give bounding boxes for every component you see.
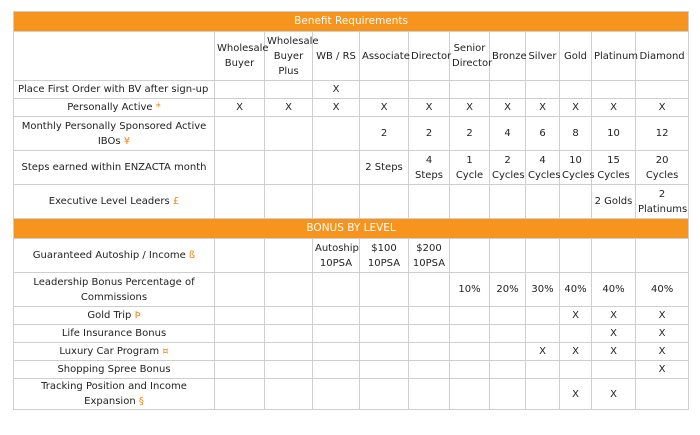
table-cell: [360, 81, 409, 99]
column-header: Director: [409, 32, 450, 81]
table-cell: X: [636, 325, 689, 343]
table-cell: [265, 307, 313, 325]
table-cell: [450, 185, 490, 219]
table-cell: [490, 239, 526, 273]
row-label: [14, 325, 215, 343]
row-label-text: Monthly Personally Sponsored Active IBOs: [21, 120, 207, 147]
table-cell: [490, 361, 526, 379]
table-cell: [526, 361, 560, 379]
table-row: [14, 185, 689, 219]
table-cell: X: [636, 99, 689, 117]
table-cell: [215, 325, 265, 343]
table-cell: X: [360, 99, 409, 117]
table-cell: [215, 81, 265, 99]
row-label: [14, 151, 215, 185]
table-cell: [450, 81, 490, 99]
table-cell: [265, 151, 313, 185]
table-row: [14, 151, 689, 185]
table-cell: X: [560, 379, 592, 410]
row-label-text: Steps earned within ENZACTA month: [21, 162, 207, 173]
table-cell: [265, 361, 313, 379]
table-cell: [636, 81, 689, 99]
table-row: [14, 343, 689, 361]
benefit-requirements-table: [13, 11, 689, 410]
table-cell: [265, 117, 313, 151]
table-cell: X: [560, 99, 592, 117]
row-label: [14, 343, 215, 361]
table-cell: [360, 185, 409, 219]
table-cell: X: [636, 307, 689, 325]
table-cell: 40%: [560, 273, 592, 307]
column-header: Bronze: [490, 32, 526, 81]
table-cell: [636, 379, 689, 410]
table-cell: [592, 361, 636, 379]
header-corner-cell: [14, 32, 215, 81]
table-cell: [313, 343, 360, 361]
table-cell: [409, 343, 450, 361]
table-cell: [490, 325, 526, 343]
table-cell: 40%: [592, 273, 636, 307]
table-cell: X: [592, 343, 636, 361]
table-cell: 15 Cycles: [592, 151, 636, 185]
table-cell: 2 Steps: [360, 151, 409, 185]
column-header: Wholesale Buyer: [215, 32, 265, 81]
bonus-by-level-title: BONUS BY LEVEL: [14, 219, 689, 239]
table-cell: X: [409, 99, 450, 117]
table-cell: 10: [592, 117, 636, 151]
footnote-symbol: Þ: [134, 310, 141, 321]
table-cell: [215, 379, 265, 410]
table-cell: [490, 379, 526, 410]
level-header-row: [14, 32, 689, 81]
column-header: Gold: [560, 32, 592, 81]
table-cell: [360, 361, 409, 379]
table-cell: X: [450, 99, 490, 117]
footnote-symbol: ¤: [162, 346, 169, 357]
table-row: [14, 117, 689, 151]
table-row: [14, 361, 689, 379]
table-cell: [360, 379, 409, 410]
table-cell: 6: [526, 117, 560, 151]
table-cell: [592, 81, 636, 99]
column-header: Silver: [526, 32, 560, 81]
table-cell: [490, 185, 526, 219]
row-label: [14, 81, 215, 99]
table-cell: 1 Cycle: [450, 151, 490, 185]
table-cell: [265, 343, 313, 361]
table-cell: [215, 151, 265, 185]
table-cell: [409, 185, 450, 219]
table-cell: [450, 361, 490, 379]
table-cell: 4 Steps: [409, 151, 450, 185]
footnote-symbol: ¥: [123, 135, 131, 147]
row-label-text: Leadership Bonus Percentage of Commissions: [33, 276, 195, 303]
table-cell: 30%: [526, 273, 560, 307]
table-cell: [450, 343, 490, 361]
footnote-symbol: §: [138, 396, 144, 407]
row-label-text: Personally Active: [67, 102, 153, 113]
benefit-requirements-title-row: [14, 12, 689, 32]
column-header: Wholesale Buyer Plus: [265, 32, 313, 81]
table-cell: [490, 343, 526, 361]
row-label: [14, 361, 215, 379]
table-cell: [526, 81, 560, 99]
table-cell: [313, 117, 360, 151]
table-body: [14, 12, 689, 410]
table-cell: 20 Cycles: [636, 151, 689, 185]
table-cell: [313, 379, 360, 410]
table-cell: X: [636, 361, 689, 379]
table-cell: [409, 379, 450, 410]
table-cell: [409, 307, 450, 325]
table-cell: [215, 117, 265, 151]
table-cell: [313, 273, 360, 307]
table-cell: [313, 185, 360, 219]
table-cell: [313, 361, 360, 379]
table-cell: 2 Golds: [592, 185, 636, 219]
table-cell: [215, 239, 265, 273]
table-row: [14, 239, 689, 273]
table-cell: 10 Cycles: [560, 151, 592, 185]
table-cell: 8: [560, 117, 592, 151]
table-cell: [450, 379, 490, 410]
row-label-text: Luxury Car Program: [59, 346, 160, 357]
table-cell: [450, 307, 490, 325]
table-cell: 2: [409, 117, 450, 151]
row-label-text: Shopping Spree Bonus: [57, 364, 171, 375]
table-cell: 12: [636, 117, 689, 151]
footnote-symbol: ß: [188, 250, 196, 261]
table-cell: [265, 81, 313, 99]
table-cell: X: [526, 99, 560, 117]
benefit-table-container: [13, 11, 688, 410]
table-cell: 4: [490, 117, 526, 151]
table-cell: [409, 361, 450, 379]
table-cell: [450, 325, 490, 343]
row-label-text: Guaranteed Autoship / Income: [32, 250, 186, 261]
row-label: [14, 273, 215, 307]
table-cell: [526, 307, 560, 325]
table-cell: $200 10PSA: [409, 239, 450, 273]
benefit-requirements-title: Benefit Requirements: [14, 12, 689, 32]
table-cell: [490, 81, 526, 99]
table-cell: [592, 239, 636, 273]
table-cell: 2 Platinums: [636, 185, 689, 219]
table-cell: [360, 307, 409, 325]
table-cell: [409, 81, 450, 99]
table-cell: [215, 273, 265, 307]
table-cell: 4 Cycles: [526, 151, 560, 185]
table-cell: 10%: [450, 273, 490, 307]
table-cell: X: [215, 99, 265, 117]
row-label-text: Tracking Position and Income Expansion: [41, 381, 187, 407]
footnote-symbol: *: [155, 102, 161, 113]
table-cell: Autoship 10PSA: [313, 239, 360, 273]
row-label: [14, 379, 215, 410]
bonus-by-level-title-row: [14, 219, 689, 239]
table-cell: X: [313, 99, 360, 117]
table-cell: [409, 273, 450, 307]
row-label-text: Life Insurance Bonus: [61, 328, 167, 339]
row-label: [14, 307, 215, 325]
table-cell: [560, 239, 592, 273]
table-cell: [560, 185, 592, 219]
table-cell: [265, 273, 313, 307]
table-cell: [313, 307, 360, 325]
column-header: Diamond: [636, 32, 689, 81]
table-cell: [450, 239, 490, 273]
table-cell: [313, 151, 360, 185]
table-cell: 2 Cycles: [490, 151, 526, 185]
table-cell: 2: [360, 117, 409, 151]
table-cell: X: [526, 343, 560, 361]
table-cell: [215, 307, 265, 325]
table-row: [14, 81, 689, 99]
column-header: Senior Director: [450, 32, 490, 81]
table-cell: [265, 379, 313, 410]
table-cell: [560, 361, 592, 379]
table-row: [14, 99, 689, 117]
table-cell: [215, 343, 265, 361]
table-cell: X: [592, 379, 636, 410]
table-cell: [215, 361, 265, 379]
table-cell: 2: [450, 117, 490, 151]
table-row: [14, 307, 689, 325]
table-cell: X: [592, 307, 636, 325]
table-cell: [265, 239, 313, 273]
row-label: [14, 99, 215, 117]
table-cell: $100 10PSA: [360, 239, 409, 273]
table-cell: X: [560, 343, 592, 361]
table-cell: [360, 273, 409, 307]
table-cell: [215, 185, 265, 219]
table-cell: [526, 325, 560, 343]
table-cell: [409, 325, 450, 343]
table-cell: 20%: [490, 273, 526, 307]
table-cell: [526, 379, 560, 410]
table-cell: [360, 343, 409, 361]
table-cell: X: [265, 99, 313, 117]
table-cell: [636, 239, 689, 273]
table-cell: 40%: [636, 273, 689, 307]
table-row: [14, 273, 689, 307]
table-cell: X: [490, 99, 526, 117]
row-label: [14, 117, 215, 151]
table-cell: [265, 325, 313, 343]
table-cell: [360, 325, 409, 343]
table-cell: X: [636, 343, 689, 361]
table-cell: [490, 307, 526, 325]
column-header: WB / RS: [313, 32, 360, 81]
column-header: Platinum: [592, 32, 636, 81]
table-cell: [265, 185, 313, 219]
row-label: [14, 239, 215, 273]
table-cell: [526, 185, 560, 219]
table-cell: X: [592, 99, 636, 117]
table-row: [14, 325, 689, 343]
footnote-symbol: £: [172, 196, 180, 207]
table-cell: X: [560, 307, 592, 325]
column-header: Associate: [360, 32, 409, 81]
row-label-text: Executive Level Leaders: [48, 196, 170, 207]
table-cell: [560, 81, 592, 99]
row-label-text: Gold Trip: [87, 310, 132, 321]
table-cell: [526, 239, 560, 273]
table-cell: [313, 325, 360, 343]
row-label: [14, 185, 215, 219]
table-cell: X: [592, 325, 636, 343]
table-cell: X: [313, 81, 360, 99]
table-row: [14, 379, 689, 410]
table-cell: [560, 325, 592, 343]
row-label-text: Place First Order with BV after sign-up: [18, 84, 209, 95]
